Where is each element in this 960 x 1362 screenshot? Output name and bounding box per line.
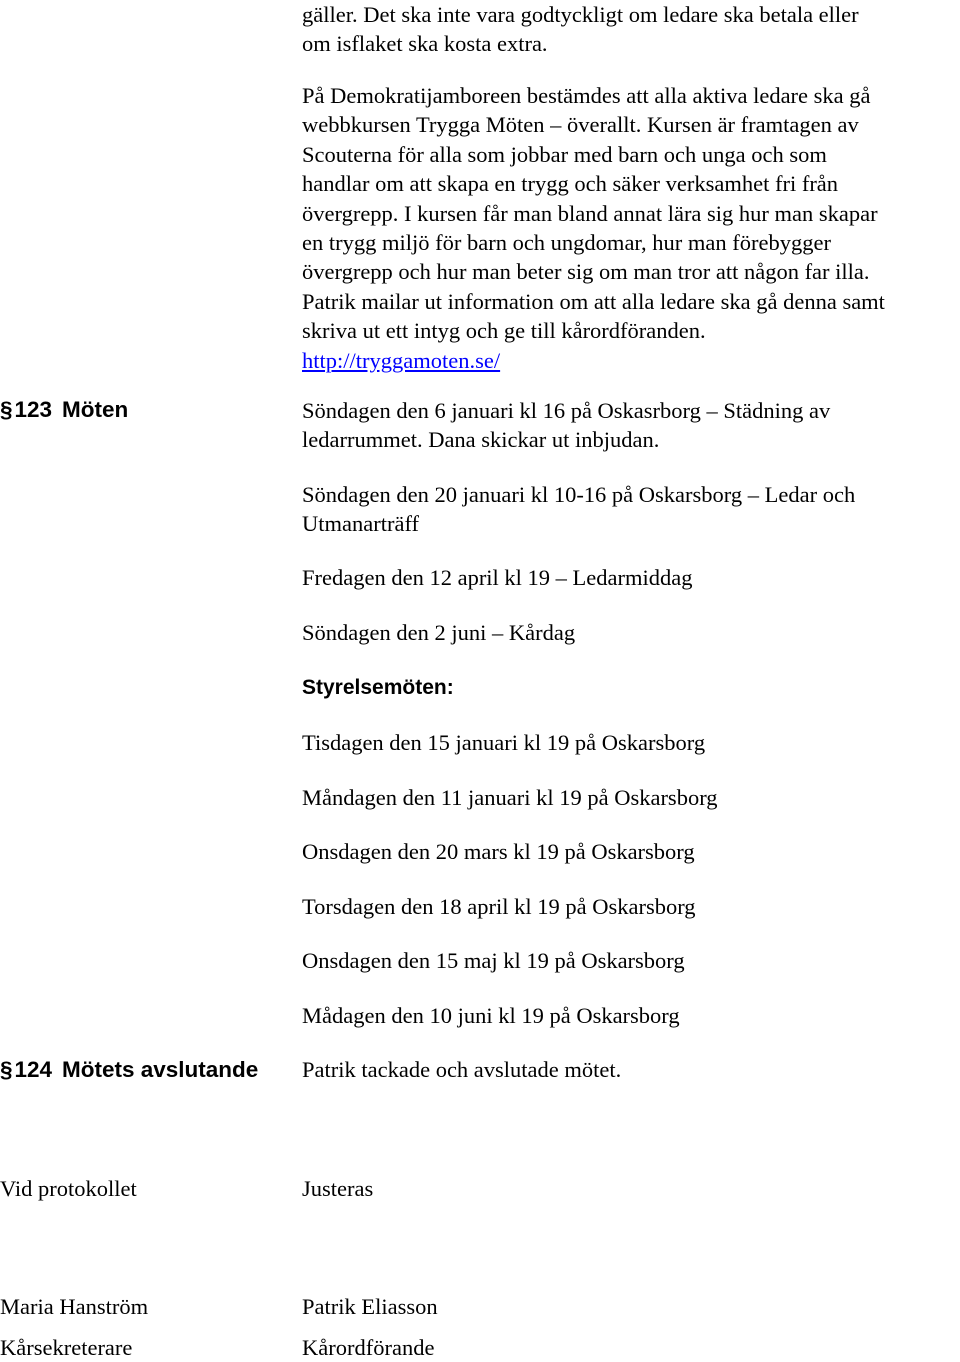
text-line: Utmanarträff [302, 511, 420, 537]
section-number: 123 [14, 397, 53, 422]
section-symbol: § [0, 1057, 13, 1082]
board-meetings-heading: Styrelsemöten: [302, 676, 454, 699]
closing-text: Patrik tackade och avslutade mötet. [302, 1057, 622, 1082]
text-line: ledarrummet. Dana skickar ut inbjudan. [302, 427, 660, 453]
text-line: övergrepp. I kursen får man bland annat lära sig hur man skapar [302, 200, 878, 226]
meeting-item-4 [302, 618, 960, 647]
text-line: om isflaket ska kosta extra. [302, 31, 548, 57]
text-line: Söndagen den 2 juni – Kårdag [302, 620, 576, 645]
section-symbol: § [0, 397, 13, 422]
text-line: Scouterna för alla som jobbar med barn och unga och som [302, 141, 827, 167]
text-line: Söndagen den 6 januari kl 16 på Oskasrborg – Städning av [302, 398, 831, 423]
signature-left-name: Maria Hanström [0, 1294, 149, 1319]
signature-right-role: Kårordförande [302, 1335, 435, 1360]
board-meeting-5: Onsdagen den 15 maj kl 19 på Oskarsborg [302, 948, 685, 973]
text-line [302, 346, 960, 375]
text-line: skriva ut ett intyg och ge till kårordföranden. [302, 318, 706, 344]
signature-left-role: Kårsekreterare [0, 1335, 133, 1360]
text-line: gäller. Det ska inte vara godtyckligt om ledare ska betala eller [302, 2, 859, 27]
text-line: handlar om att skapa en trygg och säker verksamhet fri från [302, 171, 839, 197]
meeting-item-2 [302, 480, 960, 539]
text-line: en trygg miljö för barn och ungdomar, hur man förebygger [302, 230, 831, 256]
section-title: Mötets avslutande [62, 1057, 259, 1082]
section-number: 124 [14, 1057, 53, 1082]
text-line: Fredagen den 12 april kl 19 – Ledarmiddag [302, 565, 693, 590]
text-line: På Demokratijamboreen bestämdes att alla aktiva ledare ska gå [302, 83, 871, 108]
board-meeting-1: Tisdagen den 15 januari kl 19 på Oskarsborg [302, 730, 706, 755]
signature-right-label: Justeras [302, 1176, 374, 1201]
board-meeting-2: Måndagen den 11 januari kl 19 på Oskarsborg [302, 785, 718, 810]
section-123-heading [0, 396, 129, 424]
text-line: webbkursen Trygga Möten – överallt. Kursen är framtagen av [302, 112, 859, 138]
intro-paragraph-2 [302, 81, 960, 375]
section-title: Möten [62, 397, 129, 422]
board-meeting-4: Torsdagen den 18 april kl 19 på Oskarsborg [302, 894, 696, 919]
board-meeting-6: Mådagen den 10 juni kl 19 på Oskarsborg [302, 1003, 680, 1028]
text-line: Patrik mailar ut information om att alla ledare ska gå denna samt [302, 288, 885, 314]
meeting-item-1 [302, 396, 960, 455]
section-124-heading [0, 1056, 259, 1084]
text-line: Söndagen den 20 januari kl 10-16 på Oskarsborg – Ledar och [302, 482, 856, 507]
signature-right-name: Patrik Eliasson [302, 1294, 438, 1319]
intro-paragraph-1 [302, 0, 960, 59]
tryggamoten-link[interactable]: http://tryggamoten.se/ [302, 347, 501, 373]
signature-left-label: Vid protokollet [0, 1176, 137, 1201]
board-meeting-3: Onsdagen den 20 mars kl 19 på Oskarsborg [302, 839, 695, 864]
meeting-item-3 [302, 563, 960, 592]
text-line: övergrepp och hur man beter sig om man tror att någon far illa. [302, 259, 870, 285]
